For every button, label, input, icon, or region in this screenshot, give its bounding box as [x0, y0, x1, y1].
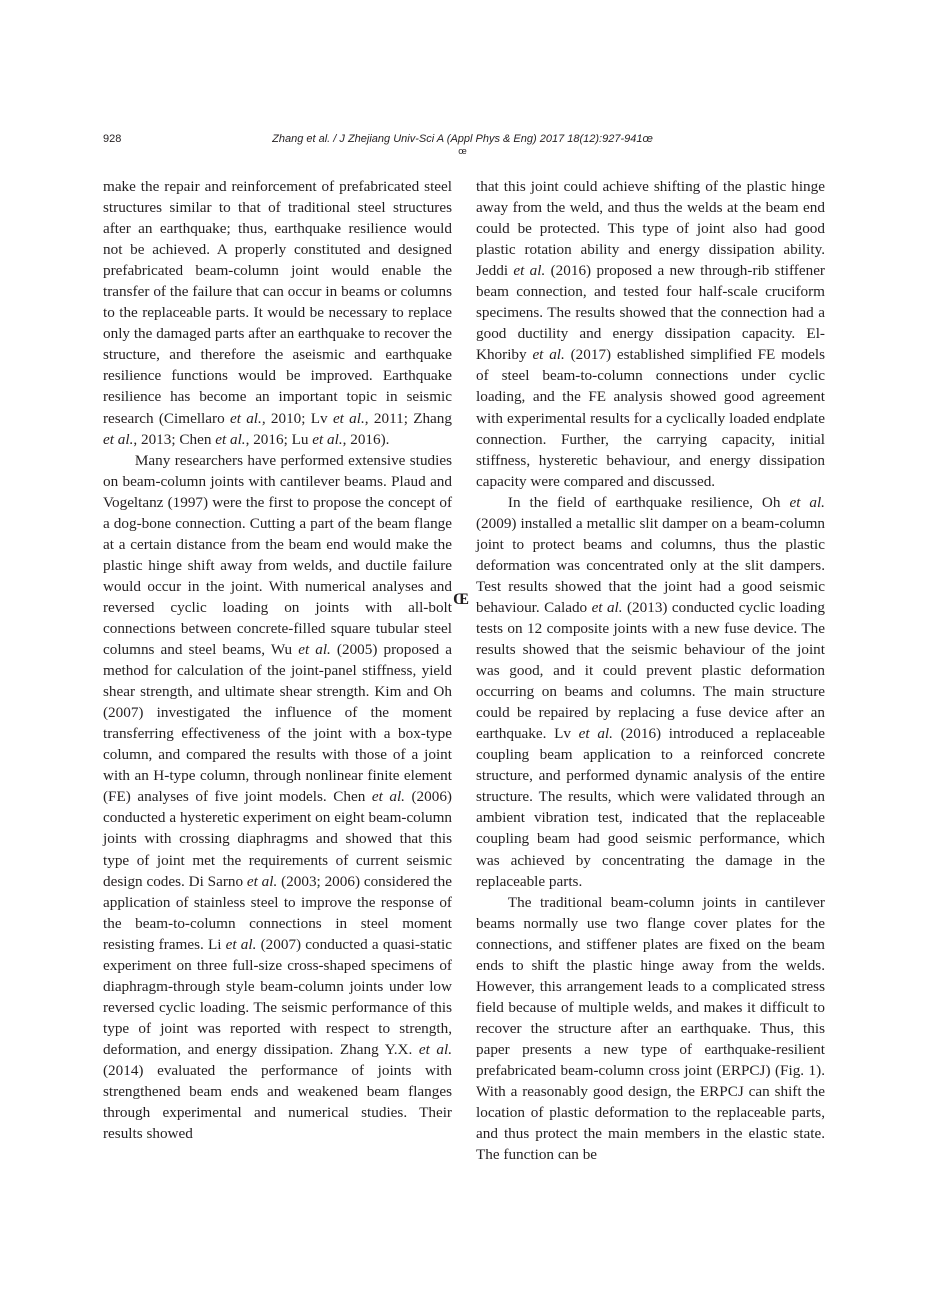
left-paragraph-1: make the repair and reinforcement of prefabricated steel structures similar to that of traditional steel structures after an earthquake; thus, earthquake resilience would not be achieved. A properly constituted and designed prefabricated beam-column joint would enable the transfer of the failure that can occur in beams or columns to the replaceable parts. It would be necessary to replace only the damaged parts after an earthquake to recover the structure, and therefore the aseismic and earthquake resilience functions would be improved. Earthquake resilience has become an important topic in seismic research (Cimellaro et al., 2010; Lv et al., 2011; Zhang et al., 2013; Chen et al., 2016; Lu et al., 2016).	[103, 178, 452, 448]
right-paragraph-3: The traditional beam-column joints in cantilever beams normally use two flange cover plates for the connections, and stiffener plates are fixed on the beam ends to shift the plastic hinge away from the welds. However, this arrangement leads to a complicated stress field because of multiple welds, and makes it difficult to recover the structure after an earthquake. Thus, this paper presents a new type of earthquake-resilient prefabricated beam-column cross joint (ERPCJ) (Fig. 1). With a reasonably good design, the ERPCJ can shift the location of plastic deformation to the replaceable parts, and thus protect the main members in the elastic state. The function can be	[476, 893, 825, 1164]
left-column	[103, 176, 452, 1144]
page-number: 928	[103, 133, 122, 145]
left-paragraph-2: Many researchers have performed extensive studies on beam-column joints with cantilever beams. Plaud and Vogeltanz (1997) were the first to propose the concept of a dog-bone connection. Cutting a part of the beam flange at a certain distance from the beam end would make the plastic hinge shift away from welds, and ductile failure would occur in the joint. With numerical analyses and reversed cyclic loading on joints with all-bolt connections between concrete-filled square tubular steel columns and steel beams, Wu et al. (2005) proposed a method for calculation of the joint-panel stiffness, yield shear strength, and ultimate shear strength. Kim and Oh (2007) investigated the influence of the moment transferring effectiveness of the joint with a box-type column, and compared the results with those of a joint with an H-type column, through nonlinear finite element (FE) analyses of five joint models. Chen et al. (2006) conducted a hysteretic experiment on eight beam-column joints with crossing diaphragms and showed that this type of joint met the requirements of current seismic design codes. Di Sarno et al. (2003; 2006) considered the application of stainless steel to improve the response of the beam-to-column connections in steel moment resisting frames. Li et al. (2007) conducted a quasi-static experiment on three full-size cross-shaped specimens of diaphragm-through style beam-column joints under low reversed cyclic loading. The seismic performance of this type of joint was reported with respect to strength, deformation, and energy dissipation. Zhang Y.X. et al. (2014) evaluated the performance of joints with strengthened beam ends and weakened beam flanges through experimental and numerical studies. Their results showed	[103, 451, 452, 1143]
right-paragraph-2: In the field of earthquake resilience, Oh et al. (2009) installed a metallic slit damper on a beam-column joint to protect beams and columns, thus the plastic deformation was concentrated only at the slit dampers. Test results showed that the joint had a good seismic behaviour. Calado et al. (2013) conducted cyclic loading tests on 12 composite joints with a new fuse device. The results showed that the seismic behaviour of the joint was good, and it could prevent plastic deformation occurring on beams and columns. The main structure could be repaired by replacing a fuse device after an earthquake. Lv et al. (2016) introduced a replaceable coupling beam application to a reinforced concrete structure, and performed dynamic analysis of the entire structure. The results, which were validated through an ambient vibration test, indicated that the replaceable coupling beam had good seismic performance, which was achieved by concentrating the damage in the replaceable parts.	[476, 493, 825, 890]
running-header-citation: Zhang et al. / J Zhejiang Univ-Sci A (Appl Phys & Eng) 2017 18(12):927-941œ	[272, 133, 653, 145]
right-column	[476, 176, 825, 1165]
right-paragraph-1: that this joint could achieve shifting of the plastic hinge away from the weld, and thus the welds at the beam end could be protected. This type of joint also had good plastic rotation ability and energy dissipation ability. Jeddi et al. (2016) proposed a new through-rib stiffener beam connection, and tested four half-scale cruciform specimens. The results showed that the connection had a good ductility and energy dissipation capacity. El-Khoriby et al. (2017) established simplified FE models of steel beam-to-column connections under cyclic loading, and the FE analysis showed good agreement with experimental results for a cyclically loaded endplate connection. Further, the carrying capacity, initial stiffness, hysteretic behaviour, and energy dissipation capacity were compared and discussed.	[476, 178, 825, 490]
header-mark: œ	[458, 146, 467, 156]
margin-mark: Œ	[453, 591, 469, 608]
